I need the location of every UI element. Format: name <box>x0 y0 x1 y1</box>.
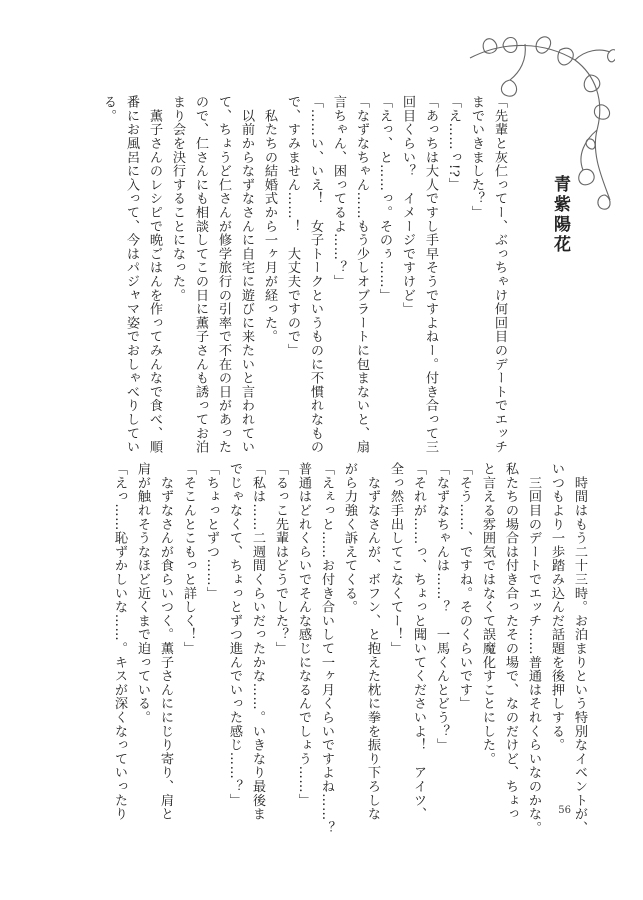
text-line: 私たちの場合は付き合ったその場で、なのだけど、ちょっ <box>503 462 518 821</box>
text-line: 「そう……、ですね。そのくらいです」 <box>457 462 472 711</box>
text-line: までいきました？」 <box>469 95 484 220</box>
text-line: 言ちゃん、困ってるよ……？」 <box>331 95 346 289</box>
text-line: 「なずなちゃんは……？ 一馬くんとどう？」 <box>434 462 449 752</box>
text-line: まり会を決行することになった。 <box>170 95 185 302</box>
text-line: 「るっこ先輩はどうでした？」 <box>273 462 288 656</box>
text-line: 「え……っ!?」 <box>446 95 461 192</box>
text-line: て、ちょうど仁さんが修学旅行の引率で不在の日があった <box>216 95 231 454</box>
text-line: がら力強く訴えてくる。 <box>342 462 357 614</box>
text-line: 「ちょっとずつ……」 <box>204 462 219 600</box>
text-line: なずなさんが食らいつく。薫子さんににじり寄り、肩と <box>158 462 173 821</box>
text-line: いつもより一歩踏み込んだ話題を後押しする。 <box>549 462 564 752</box>
text-line: 「それが……っ、ちょっと聞いてくださいよ！ アイツ、 <box>411 462 426 821</box>
text-line: 「あっちは大人ですし手早そうですよねー。付き合って三 <box>423 95 438 454</box>
text-line: 以前からなずなさんに自宅に遊びに来たいと言われてい <box>239 95 254 454</box>
text-line: と言える雰囲気ではなくて誤魔化すことにした。 <box>480 462 495 766</box>
text-line: 時間はもう二十三時。お泊まりという特別なイベントが、 <box>572 462 587 835</box>
text-line: 「私は……二週間くらいだったかな……。いきなり最後ま <box>250 462 265 821</box>
text-line: 肩が触れそうなほど近くまで迫っている。 <box>135 462 150 725</box>
text-line: 「えぇっと……お付き合いして一ヶ月くらいですよね……？ <box>319 462 334 835</box>
text-line: 「えっ……恥ずかしいな……。キスが深くなっていったり <box>112 462 127 821</box>
text-line: 普通はどれくらいでそんな感じになるんでしょう……」 <box>296 462 311 807</box>
text-line: でじゃなくて、ちょっとずつ進んでいった感じ……？」 <box>227 462 242 807</box>
page-number: 56 <box>558 805 571 816</box>
text-line: 回目くらい？ イメージですけど」 <box>400 95 415 316</box>
text-line: 「そこんとこもっと詳しく！」 <box>181 462 196 656</box>
text-line: なずなさんが、ボフン、と抱えた枕に拳を振り下ろしな <box>365 462 380 821</box>
text-column-top <box>101 95 511 454</box>
text-line: 全っ然手出してこなくてー！」 <box>388 462 403 656</box>
text-line: 「……い、いえ！ 女子トークというものに不慣れなもの <box>308 95 323 454</box>
text-line: 私たちの結婚式から一ヶ月が経った。 <box>262 95 277 344</box>
text-line: 「なずなちゃん……もう少しオブラートに包まないと、扇 <box>354 95 369 454</box>
text-line: 「えっ、と……っ。そのぅ……」 <box>377 95 392 302</box>
text-line: で、すみません……！ 大丈夫ですので」 <box>285 95 300 358</box>
author-name: 青紫陽花 <box>550 175 570 255</box>
text-line: る。 <box>101 95 116 123</box>
text-line: 番にお風呂に入って、今はパジャマ姿でおしゃべりしてい <box>124 95 139 454</box>
text-line: ので、仁さんにも相談してこの日に薫子さんも誘ってお泊 <box>193 95 208 454</box>
text-line: 三回目のデートでエッチ……普通はそれくらいなのかな。 <box>526 462 541 835</box>
text-line: 「先輩と灰仁ってー、ぶっちゃけ何回目のデートでエッチ <box>492 95 507 454</box>
text-line: 薫子さんのレシピで晩ごはんを作ってみんなで食べ、順 <box>147 95 162 454</box>
